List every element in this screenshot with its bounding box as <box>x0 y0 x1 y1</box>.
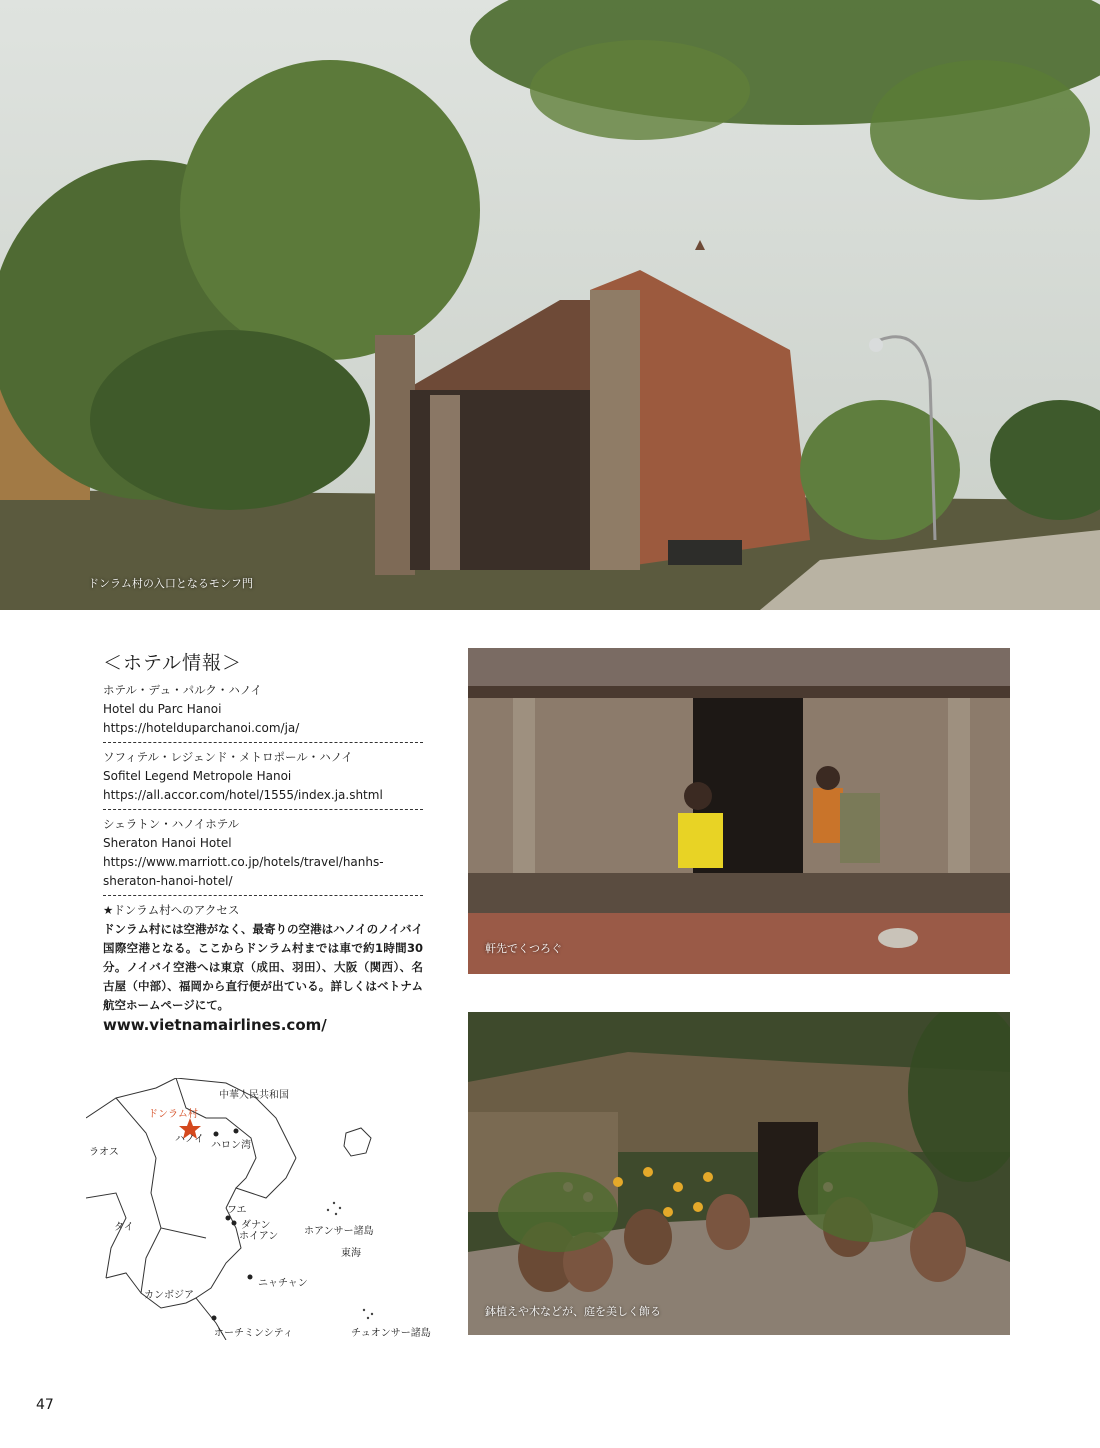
hotel-info-heading: ＜ホテル情報＞ <box>103 652 243 674</box>
hotel-url[interactable]: https://www.marriott.co.jp/hotels/travel/hanhs-sheraton-hanoi-hotel/ <box>103 855 384 888</box>
map-label-danang: ダナン <box>241 1220 271 1231</box>
map-label-laos: ラオス <box>89 1147 119 1158</box>
garden-scene-photo <box>468 1012 1010 1335</box>
hotel-name-jp: ホテル・デュ・パルク・ハノイ <box>103 683 262 697</box>
hotel-entry <box>103 815 423 891</box>
access-url[interactable]: www.vietnamairlines.com/ <box>103 1016 327 1034</box>
map-label-nhatrang: ニャチャン <box>258 1278 308 1289</box>
map-label-hue: フエ <box>227 1205 247 1216</box>
hotel-entry <box>103 748 423 805</box>
map-label-cambodia: カンボジア <box>144 1290 194 1301</box>
porch-scene-photo <box>468 648 1010 974</box>
access-body: ドンラム村には空港がなく、最寄りの空港はハノイのノイバイ国際空港となる。ここからドンラム村までは車で約1時間30分。ノイバイ空港へは東京（成田、羽田）、大阪（関西）、名古屋（中部）、福岡から直行便が出ている。詳しくはベトナム航空ホームページにて。 <box>103 922 423 1012</box>
map-label-truongsa: チュオンサー諸島 <box>351 1328 431 1339</box>
map-outline <box>86 1078 442 1340</box>
porch-photo <box>468 648 1010 974</box>
hotel-entry <box>103 681 423 738</box>
dashed-divider <box>103 895 423 896</box>
hotel-name-jp: ソフィテル・レジェンド・メトロポール・ハノイ <box>103 750 353 764</box>
hero-photo <box>0 0 1100 610</box>
hotel-name-en: Hotel du Parc Hanoi <box>103 702 222 716</box>
map-label-eastsea: 東海 <box>341 1248 361 1259</box>
garden-photo <box>468 1012 1010 1335</box>
map-label-hanoi: ハノイ <box>175 1134 205 1145</box>
map-label-halong: ハロン湾 <box>211 1140 251 1151</box>
page-number: 47 <box>36 1397 54 1413</box>
map-label-hoangsa: ホアンサー諸島 <box>304 1226 374 1237</box>
hotel-url[interactable]: https://hotelduparchanoi.com/ja/ <box>103 721 300 735</box>
vietnam-map <box>86 1078 442 1340</box>
hero-caption: ドンラム村の入口となるモンフ門 <box>88 577 253 590</box>
map-label-hcmc: ホーチミンシティ <box>214 1328 293 1339</box>
mong-phu-gate-photo <box>0 0 1100 610</box>
hotel-name-en: Sheraton Hanoi Hotel <box>103 836 232 850</box>
dashed-divider <box>103 742 423 743</box>
porch-caption: 軒先でくつろぐ <box>485 942 562 955</box>
hotel-name-en: Sofitel Legend Metropole Hanoi <box>103 769 292 783</box>
hotel-url[interactable]: https://all.accor.com/hotel/1555/index.ja.shtml <box>103 788 383 802</box>
hotel-name-jp: シェラトン・ハノイホテル <box>103 817 240 831</box>
dashed-divider <box>103 809 423 810</box>
map-label-thailand: タイ <box>114 1222 134 1233</box>
map-label-china: 中華人民共和国 <box>219 1090 289 1101</box>
hotel-info <box>103 648 423 1034</box>
garden-caption: 鉢植えや木などが、庭を美しく飾る <box>485 1305 661 1318</box>
map-label-hoian: ホイアン <box>239 1231 279 1242</box>
access-heading: ★ドンラム村へのアクセス <box>103 903 240 917</box>
map-label-duonglam: ドンラム村 <box>148 1109 198 1120</box>
